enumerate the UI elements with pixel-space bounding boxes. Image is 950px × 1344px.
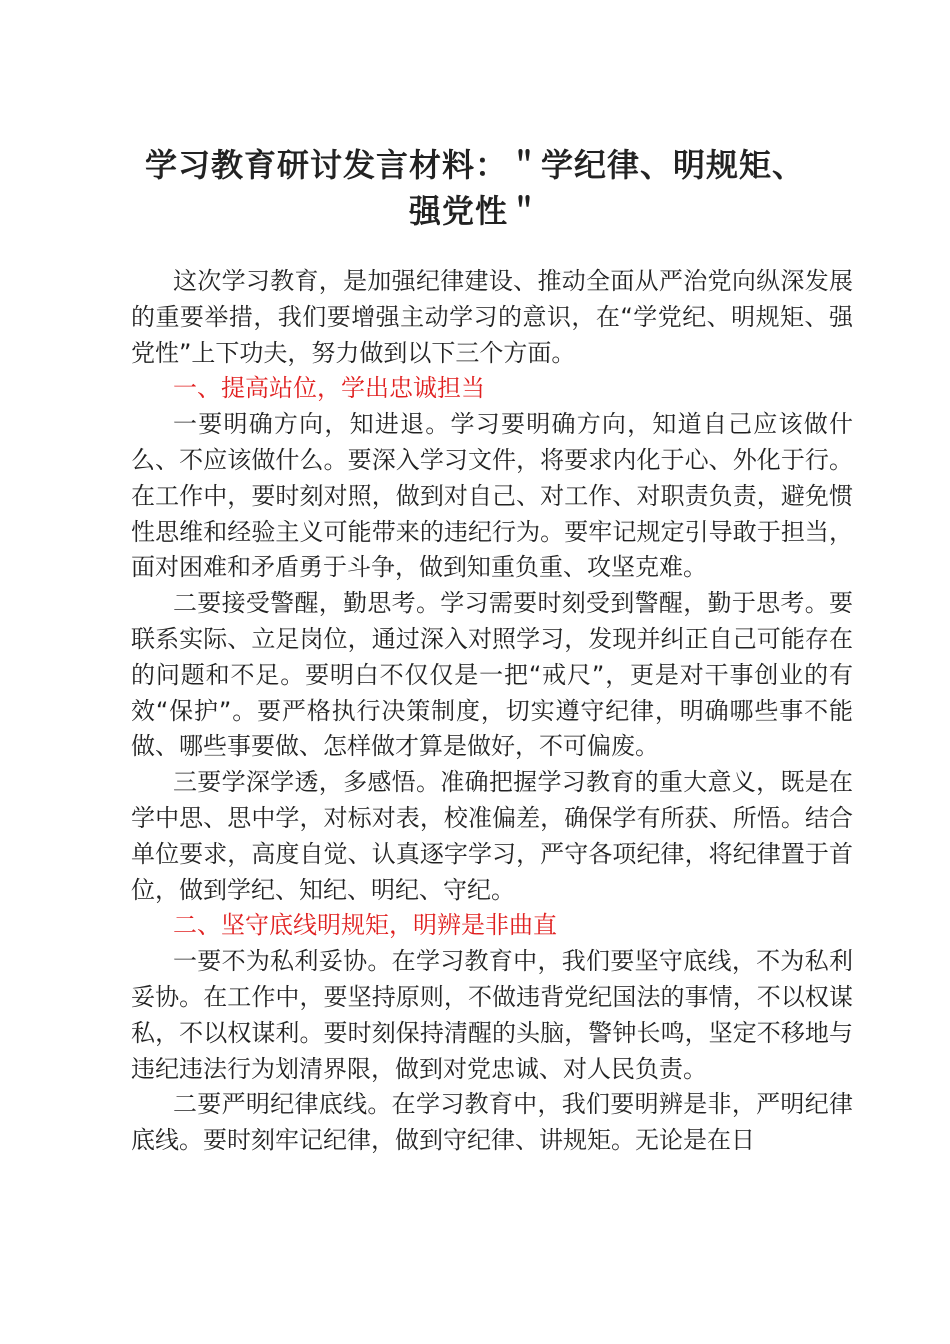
document-body	[131, 264, 853, 1159]
section-1-paragraph-1: 一要明确方向，知进退。学习要明确方向，知道自己应该做什么、不应该做什么。要深入学习文件，将要求内化于心、外化于行。在工作中，要时刻对照，做到对自己、对工作、对职责负责，避免惯性思维和经验主义可能带来的违纪行为。要牢记规定引导敢于担当，面对困难和矛盾勇于斗争，做到知重负重、攻坚克难。	[131, 410, 853, 582]
section-1-paragraph-3: 三要学深学透，多感悟。准确把握学习教育的重大意义，既是在学中思、思中学，对标对表，校准偏差，确保学有所获、所悟。结合单位要求，高度自觉、认真逐字学习，严守各项纪律，将纪律置于首位，做到学纪、知纪、明纪、守纪。	[131, 768, 853, 904]
intro-paragraph: 这次学习教育，是加强纪律建设、推动全面从严治党向纵深发展的重要举措，我们要增强主动学习的意识，在“学党纪、明规矩、强党性”上下功夫，努力做到以下三个方面。	[131, 267, 853, 367]
title-line-1: 学习教育研讨发言材料：＂学纪律、明规矩、	[144, 146, 805, 184]
section-2-paragraph-2: 二要严明纪律底线。在学习教育中，我们要明辨是非，严明纪律底线。要时刻牢记纪律，做到守纪律、讲规矩。无论是在日	[131, 1090, 853, 1155]
section-2-heading: 二、坚守底线明规矩，明辨是非曲直	[173, 911, 557, 940]
section-2-paragraph-1: 一要不为私利妥协。在学习教育中，我们要坚守底线，不为私利妥协。在工作中，要坚持原则，不做违背党纪国法的事情，不以权谋私，不以权谋利。要时刻保持清醒的头脑，警钟长鸣，坚定不移地与违纪违法行为划清界限，做到对党忠诚、对人民负责。	[131, 947, 853, 1083]
title-line-2: 强党性＂	[408, 192, 541, 230]
document-title	[110, 142, 840, 234]
section-1-heading: 一、提高站位，学出忠诚担当	[173, 374, 485, 403]
section-1-paragraph-2: 二要接受警醒，勤思考。学习需要时刻受到警醒，勤于思考。要联系实际、立足岗位，通过深入对照学习，发现并纠正自己可能存在的问题和不足。要明白不仅仅是一把“戒尺”，更是对干事创业的有效“保护”。要严格执行决策制度，切实遵守纪律，明确哪些事不能做、哪些事要做、怎样做才算是做好，不可偏废。	[131, 589, 853, 761]
